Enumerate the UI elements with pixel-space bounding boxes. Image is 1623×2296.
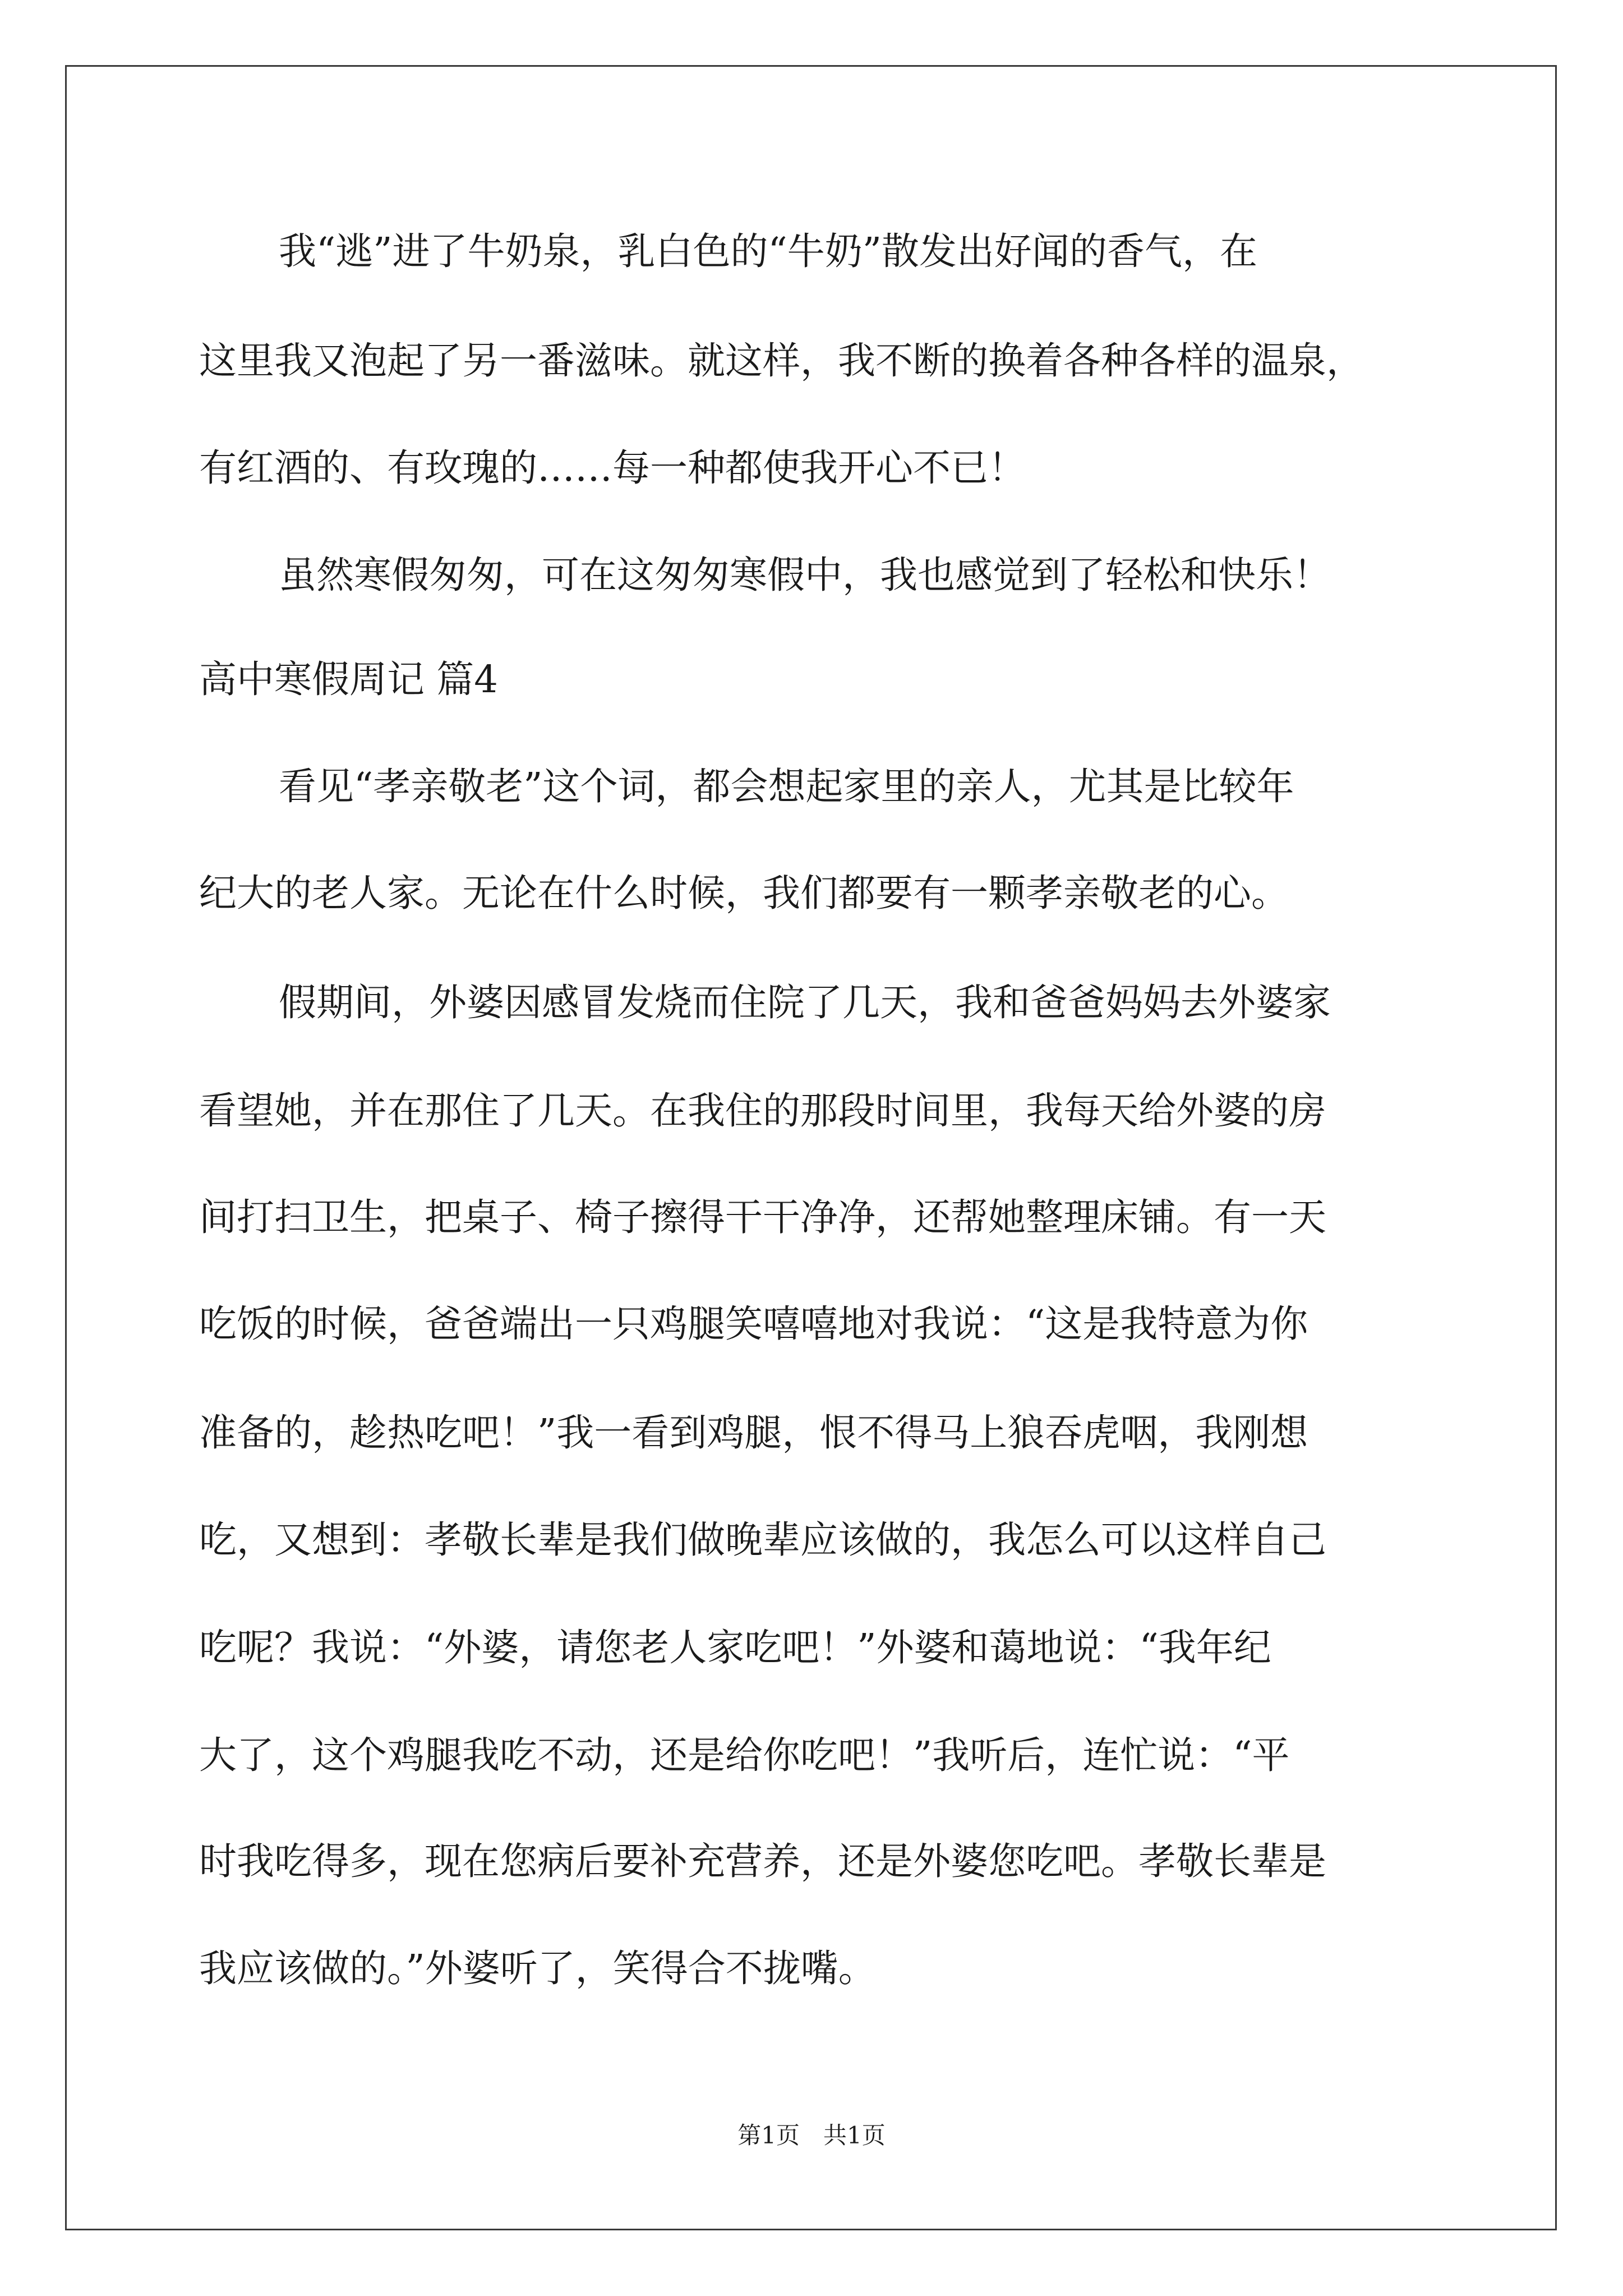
paragraph-line: 吃呢？我说：“外婆，请您老人家吃吧！”外婆和蔼地说：“我年纪 <box>199 1626 1271 1669</box>
page-border <box>65 65 1557 2230</box>
paragraph-line: 我“逃”进了牛奶泉，乳白色的“牛奶”散发出好闻的香气，在 <box>279 229 1258 273</box>
paragraph-line: 大了，这个鸡腿我吃不动，还是给你吃吧！”我听后，连忙说：“平 <box>199 1733 1290 1777</box>
paragraph-line: 这里我又泡起了另一番滋味。就这样，我不断的换着各种各样的温泉， <box>199 339 1364 383</box>
paragraph-line: 看望她，并在那住了几天。在我住的那段时间里，我每天给外婆的房 <box>199 1089 1326 1133</box>
paragraph-line: 有红酒的、有玫瑰的……每一种都使我开心不已！ <box>199 446 1026 490</box>
paragraph-line: 间打扫卫生，把桌子、椅子擦得干干净净，还帮她整理床铺。有一天 <box>199 1195 1326 1239</box>
paragraph-line: 看见“孝亲敬老”这个词，都会想起家里的亲人，尤其是比较年 <box>279 765 1294 808</box>
paragraph-line: 虽然寒假匆匆，可在这匆匆寒假中，我也感觉到了轻松和快乐！ <box>279 553 1331 597</box>
paragraph-line: 吃，又想到：孝敬长辈是我们做晚辈应该做的，我怎么可以这样自己 <box>199 1518 1326 1562</box>
paragraph-line: 准备的，趁热吃吧！”我一看到鸡腿，恨不得马上狼吞虎咽，我刚想 <box>199 1411 1308 1455</box>
page-footer: 第1页 共1页 <box>737 2122 886 2149</box>
paragraph-line: 吃饭的时候，爸爸端出一只鸡腿笑嘻嘻地对我说：“这是我特意为你 <box>199 1302 1308 1346</box>
paragraph-line: 时我吃得多，现在您病后要补充营养，还是外婆您吃吧。孝敬长辈是 <box>199 1839 1326 1883</box>
paragraph-line: 我应该做的。”外婆听了，笑得合不拢嘴。 <box>199 1947 876 1990</box>
paragraph-line: 假期间，外婆因感冒发烧而住院了几天，我和爸爸妈妈去外婆家 <box>279 981 1331 1024</box>
section-heading: 高中寒假周记 篇4 <box>199 657 498 701</box>
paragraph-line: 纪大的老人家。无论在什么时候，我们都要有一颗孝亲敬老的心。 <box>199 871 1289 915</box>
